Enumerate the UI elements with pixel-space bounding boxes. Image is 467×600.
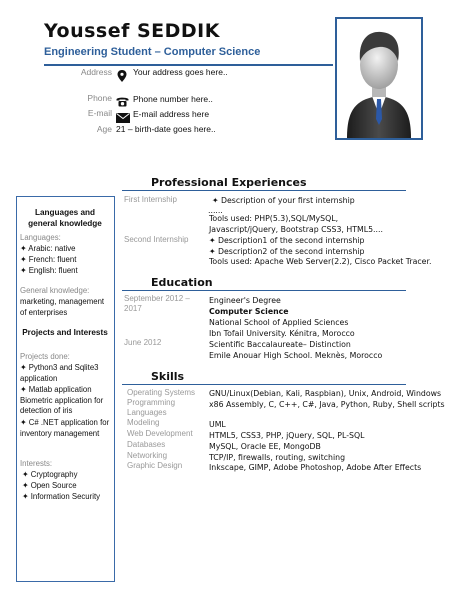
- degree-line: Emile Anouar High School. Meknès, Morocco: [209, 351, 383, 360]
- address-value: Your address goes here..: [133, 67, 228, 77]
- interest-item: ✦ Open Source: [22, 481, 77, 490]
- languages-label: Languages:: [20, 233, 61, 242]
- language-item: ✦ English: fluent: [20, 266, 78, 275]
- projects-heading: Projects and Interests: [22, 328, 108, 337]
- experiences-title: Professional Experiences: [151, 176, 307, 189]
- profile-photo: [335, 17, 423, 140]
- second-internship-label: Second Internship: [124, 235, 189, 244]
- education-period: June 2012: [124, 338, 162, 347]
- person-silhouette-icon: [337, 19, 421, 138]
- first-internship-line: ✦ Description of your first internship: [212, 196, 355, 205]
- language-item: ✦ French: fluent: [20, 255, 77, 264]
- skill-value: UML: [209, 420, 226, 429]
- second-internship-tools: Tools used: Apache Web Server(2.2), Cisco Packet Tracer.: [209, 257, 432, 266]
- second-internship-line: ✦ Description1 of the second internship: [209, 236, 365, 245]
- telephone-icon: [116, 92, 129, 103]
- project-item: ✦ C# .NET application for inventory management: [20, 418, 110, 438]
- skill-value: Inkscape, GIMP, Adobe Photoshop, Adobe After Effects: [209, 463, 422, 472]
- skill-label: Operating Systems: [127, 388, 196, 397]
- skill-value: HTML5, CSS3, PHP, jQuery, SQL, PL-SQL: [209, 431, 365, 440]
- job-subtitle: Engineering Student – Computer Science: [44, 46, 261, 58]
- experiences-divider: [122, 190, 406, 191]
- degree-line: Scientific Baccalaureate– Distinction: [209, 340, 351, 349]
- location-pin-icon: [117, 67, 127, 79]
- phone-value: Phone number here..: [133, 94, 213, 104]
- first-internship-tools: Tools used: PHP(5.3),SQL/MySQL, Javascript/jQuery, Bootstrap CSS3, HTML5....: [209, 214, 383, 235]
- skills-title: Skills: [151, 370, 185, 383]
- general-knowledge-value: marketing, management of enterprises: [20, 297, 105, 317]
- skill-label: Modeling: [127, 418, 160, 427]
- skill-label: Graphic Design: [127, 461, 183, 470]
- address-label: Address: [80, 67, 112, 77]
- skills-divider: [122, 384, 406, 385]
- first-internship-label: First Internship: [124, 195, 177, 204]
- email-label: E-mail: [87, 108, 112, 118]
- degree-line: Computer Science: [209, 307, 289, 316]
- skill-value: MySQL, Oracle EE, MongoDB: [209, 442, 321, 451]
- interest-item: ✦ Information Security: [22, 492, 101, 501]
- interest-item: ✦ Cryptography: [22, 470, 78, 479]
- skill-label: Programming Languages: [127, 398, 176, 417]
- interests-label: Interests:: [20, 459, 53, 468]
- education-period: September 2012 – 2017: [124, 294, 190, 313]
- second-internship-line: ✦ Description2 of the second internship: [209, 247, 365, 256]
- skill-label: Databases: [127, 440, 166, 449]
- email-value: E-mail address here: [133, 109, 210, 119]
- first-internship-line: ......: [208, 206, 223, 215]
- skill-value: x86 Assembly, C, C++, C#, Java, Python, Ruby, Shell scripts: [209, 400, 445, 409]
- degree-line: Engineer's Degree: [209, 296, 281, 305]
- degree-line: National School of Applied Sciences: [209, 318, 349, 327]
- projects-label: Projects done:: [20, 352, 70, 361]
- general-knowledge-label: General knowledge:: [20, 286, 90, 295]
- project-item: ✦ Python3 and Sqlite3 application: [20, 363, 99, 383]
- skill-label: Web Development: [127, 429, 193, 438]
- project-item: ✦ Matlab application Biometric application for detection of iris: [20, 385, 104, 415]
- full-name: Youssef SEDDIK: [44, 20, 220, 42]
- language-item: ✦ Arabic: native: [20, 244, 76, 253]
- phone-label: Phone: [87, 93, 112, 103]
- skill-value: GNU/Linux(Debian, Kali, Raspbian), Unix, Android, Windows: [209, 389, 442, 398]
- age-label: Age: [96, 124, 112, 134]
- skill-label: Networking: [127, 451, 168, 460]
- skill-value: TCP/IP, firewalls, routing, switching: [209, 453, 346, 462]
- education-title: Education: [151, 276, 213, 289]
- header-divider: [44, 64, 333, 66]
- envelope-icon: [116, 108, 130, 118]
- degree-line: Ibn Tofail University. Kénitra, Morocco: [209, 329, 355, 338]
- age-value: 21 – birth-date goes here..: [116, 124, 216, 134]
- education-divider: [122, 290, 406, 291]
- languages-heading: Languages and general knowledge: [28, 208, 102, 228]
